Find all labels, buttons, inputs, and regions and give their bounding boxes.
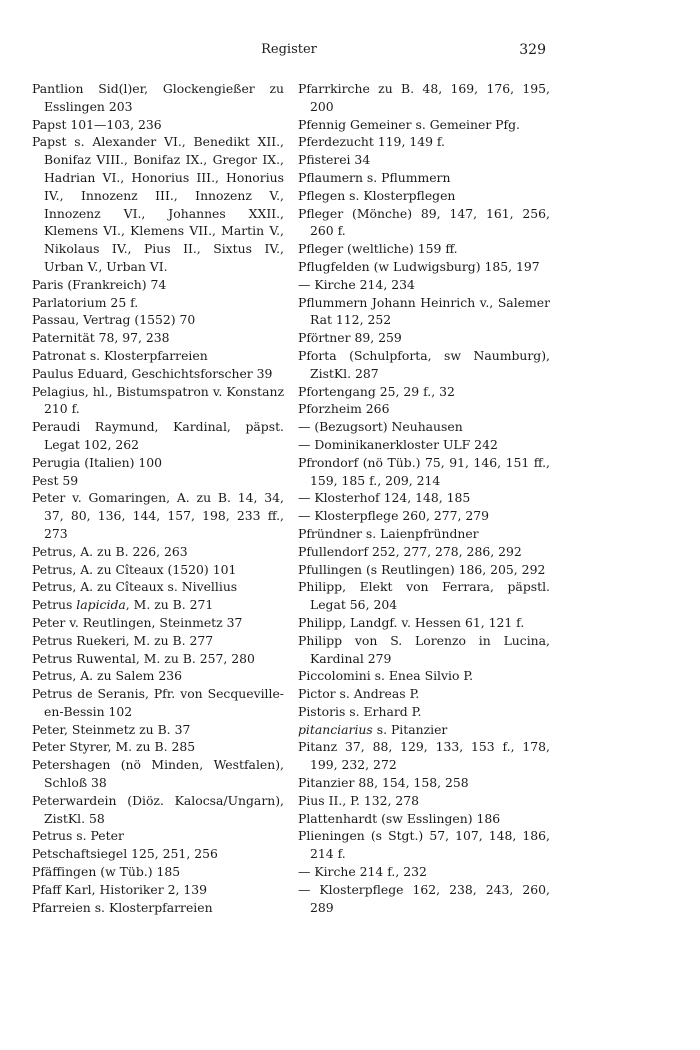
index-entry: Pflummern Johann Heinrich v., Salemer Rat 112, 252	[298, 294, 550, 328]
index-entry: Philipp, Elekt von Ferrara, päpstl. Legat 56, 204	[298, 579, 550, 613]
index-column-right	[298, 80, 550, 916]
index-entry: — Kirche 214 f., 232	[298, 864, 427, 880]
index-entry: Philipp von S. Lorenzo in Lucina, Kardinal 279	[298, 632, 550, 666]
index-entry: — Klosterpflege 162, 238, 243, 260, 289	[298, 881, 550, 915]
index-entry: Peterwardein (Diöz. Kalocsa/Ungarn), ZistKl. 58	[32, 792, 284, 826]
index-entry: Pflegen s. Klosterpflegen	[298, 187, 456, 203]
index-entry: Pfullingen (s Reutlingen) 186, 205, 292	[298, 561, 546, 577]
index-entry: Pitanzier 88, 154, 158, 258	[298, 775, 469, 791]
index-entry: Pantlion Sid(l)er, Glockengießer zu Esslingen 203	[32, 81, 284, 114]
index-entry: Pflugfelden (w Ludwigsburg) 185, 197	[298, 258, 540, 274]
index-entry: Paulus Eduard, Geschichtsforscher 39	[32, 365, 273, 381]
index-entry: Peter v. Reutlingen, Steinmetz 37	[32, 614, 243, 630]
index-entry: — Kirche 214, 234	[298, 276, 415, 292]
running-head	[32, 42, 546, 64]
index-entry: Pfründner s. Laienpfründner	[298, 525, 479, 541]
index-entry: Papst 101—103, 236	[32, 116, 162, 132]
index-entry: Paternität 78, 97, 238	[32, 330, 170, 346]
page-number: 329	[519, 42, 546, 58]
index-entry: Pitanz 37, 88, 129, 133, 153 f., 178, 199, 232, 272	[298, 739, 550, 773]
index-entry: Pförtner 89, 259	[298, 330, 402, 346]
index-entry: Petrus, A. zu Cîteaux s. Nivellius	[32, 579, 238, 595]
index-entry: Peraudi Raymund, Kardinal, päpst. Legat 102, 262	[32, 419, 284, 452]
index-entry: Pfarrkirche zu B. 48, 169, 176, 195, 200	[298, 81, 550, 114]
index-entry: Petrus Ruwental, M. zu B. 257, 280	[32, 650, 255, 666]
index-entry: Peter v. Gomaringen, A. zu B. 14, 34, 37, 80, 136, 144, 157, 198, 233 ff., 273	[32, 490, 284, 541]
index-entry: Pfisterei 34	[298, 152, 371, 168]
index-entry: Peter Styrer, M. zu B. 285	[32, 739, 196, 755]
index-entry: Pfennig Gemeiner s. Gemeiner Pfg.	[298, 116, 520, 132]
index-entry: — Dominikanerkloster ULF 242	[298, 436, 498, 452]
index-entry: Plattenhardt (sw Esslingen) 186	[298, 810, 501, 826]
italic-term: pitanciarius	[298, 721, 373, 737]
index-entry: Passau, Vertrag (1552) 70	[32, 312, 196, 328]
index-entry: Parlatorium 25 f.	[32, 294, 139, 310]
index-entry: Petrus, A. zu Salem 236	[32, 668, 183, 684]
index-entry: Patronat s. Klosterpfarreien	[32, 347, 208, 363]
index-entry: Petrus de Seranis, Pfr. von Secqueville-en-Bessin 102	[32, 686, 284, 719]
index-entry: Pfrondorf (nö Tüb.) 75, 91, 146, 151 ff., 159, 185 f., 209, 214	[298, 454, 550, 488]
index-entry: pitanciarius s. Pitanzier	[298, 721, 448, 737]
index-entry: Pfullendorf 252, 277, 278, 286, 292	[298, 543, 522, 559]
index-entry: Peter, Steinmetz zu B. 37	[32, 721, 191, 737]
index-entry: Pflaumern s. Pflummern	[298, 169, 451, 185]
index-column-left	[32, 80, 284, 916]
index-entry: Pforzheim 266	[298, 401, 390, 417]
index-entry: Petrus lapicida, M. zu B. 271	[32, 597, 214, 613]
index-entry: Paris (Frankreich) 74	[32, 276, 167, 292]
index-entry: Petershagen (nö Minden, Westfalen), Schloß 38	[32, 757, 284, 791]
italic-term: lapicida	[76, 597, 126, 613]
index-entry: Piccolomini s. Enea Silvio P.	[298, 668, 474, 684]
index-entry: Pest 59	[32, 472, 79, 488]
index-entry: Petrus, A. zu B. 226, 263	[32, 543, 188, 559]
index-entry: Pfleger (weltliche) 159 ff.	[298, 241, 458, 257]
running-head-title: Register	[261, 42, 317, 57]
index-entry: — (Bezugsort) Neuhausen	[298, 419, 463, 435]
index-entry: Pfortengang 25, 29 f., 32	[298, 383, 455, 399]
index-entry: Pistoris s. Erhard P.	[298, 703, 422, 719]
index-entry: Pius II., P. 132, 278	[298, 792, 420, 808]
index-entry: Pfäffingen (w Tüb.) 185	[32, 864, 181, 880]
index-entry: Pfaff Karl, Historiker 2, 139	[32, 881, 208, 897]
index-entry: Pforta (Schulpforta, sw Naumburg), ZistKl. 287	[298, 347, 550, 381]
index-entry: Pfarreien s. Klosterpfarreien	[32, 899, 213, 915]
index-entry: Pferdezucht 119, 149 f.	[298, 134, 445, 150]
index-entry: Petrus, A. zu Cîteaux (1520) 101	[32, 561, 237, 577]
index-entry: Pfleger (Mönche) 89, 147, 161, 256, 260 f.	[298, 205, 550, 239]
index-entry: Plieningen (s Stgt.) 57, 107, 148, 186, 214 f.	[298, 828, 550, 862]
index-entry: Petrus s. Peter	[32, 828, 124, 844]
index-entry: Papst s. Alexander VI., Benedikt XII., Bonifaz VIII., Bonifaz IX., Gregor IX., Hadrian VI., Honorius III., Honorius IV., Innozenz III., Innozenz V., Innozenz VI., Johannes XXII., Klemens VI., Klemens VII., Martin V., Nikolaus IV., Pius II., Sixtus IV., Urban V., Urban VI.	[32, 134, 284, 274]
index-entry: Pelagius, hl., Bistumspatron v. Konstanz 210 f.	[32, 383, 284, 417]
index-entry: Petschaftsiegel 125, 251, 256	[32, 846, 218, 862]
index-entry: Perugia (Italien) 100	[32, 454, 162, 470]
index-entry: — Klosterpflege 260, 277, 279	[298, 508, 490, 524]
index-entry: Petrus Ruekeri, M. zu B. 277	[32, 632, 214, 648]
index-entry: Pictor s. Andreas P.	[298, 686, 420, 702]
index-entry: — Klosterhof 124, 148, 185	[298, 490, 471, 506]
index-entry: Philipp, Landgf. v. Hessen 61, 121 f.	[298, 614, 525, 630]
